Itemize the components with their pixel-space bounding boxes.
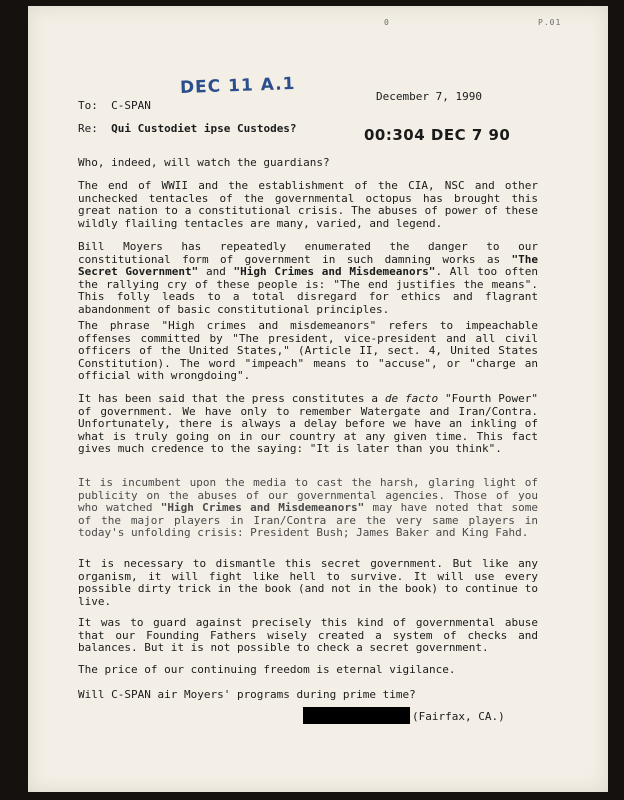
- to-label: To:: [78, 99, 98, 112]
- paragraph-4: The phrase "High crimes and misdemeanors" refers to impeachable offenses committed by "The president, vice-president and all civil officers of the United States," (Article II, sect. 4, United States Constitution). The word "impeach" means to "accuse", or "charge an official with wrongdoing".: [78, 319, 538, 383]
- paragraph-7: It is necessary to dismantle this secret government. But like any organism, it will fight like hell to survive. It will use every possible dirty trick in the book (and not in the book) to continue to live.: [78, 557, 538, 608]
- p6-text-a: It is incumbent upon the media to cast the harsh, glaring light of publicity on the abuses of our governmental agencies. Those of you who watched: [78, 476, 538, 515]
- paragraph-6: [78, 477, 538, 540]
- page-number: P.01: [538, 18, 562, 27]
- paragraph-10: Will C-SPAN air Moyers' programs during prime time?: [78, 688, 416, 701]
- paragraph-9: The price of our continuing freedom is eternal vigilance.: [78, 663, 456, 676]
- paragraph-8: It was to guard against precisely this kind of governmental abuse that our Founding Fathers wisely created a system of checks and balances. But it is not possible to check a secret government.: [78, 616, 538, 655]
- to-recipient: C-SPAN: [111, 99, 151, 112]
- p5-de-facto: de facto: [384, 392, 439, 405]
- paragraph-2: The end of WWII and the establishment of the CIA, NSC and other unchecked tentacles of the governmental octopus has brought this great nation to a constitutional crisis. The abuses of power of these wildly flailing tentacles are many, varied, and legend.: [78, 179, 538, 230]
- signature-location: (Fairfax, CA.): [412, 710, 505, 723]
- p3-text-e: . All too often the rallying cry of these people is: "The end justifies the means". This folly leads to a total disregard for ethics and flagrant abandonment of basic constitutional principles.: [78, 265, 538, 316]
- paragraph-5: [78, 393, 538, 456]
- p3-title-high-crimes: "High Crimes and Misdemeanors": [233, 265, 436, 279]
- redacted-signature: [303, 707, 410, 724]
- header-center-mark: 0: [384, 18, 390, 27]
- p6-title-high-crimes: "High Crimes and Misdemeanors": [160, 501, 365, 515]
- subject: Qui Custodiet ipse Custodes?: [111, 122, 297, 135]
- p3-title-secret-government: "The Secret Government": [78, 252, 538, 279]
- p5-text-c: "Fourth Power" of government. We have only to remember Watergate and Iran/Contra. Unfortunately, there is always a delay before we have an inkling of what is truly going on in our country at any given time. This fact gives much credence to the saying: "It is later than you think".: [78, 392, 538, 456]
- paragraph-3: [78, 241, 538, 317]
- p6-text-c: may have noted that some of the major players in Iran/Contra are the very same players in today's unfolding crisis: President Bush; James Baker and King Fahd.: [78, 501, 538, 540]
- to-line: [78, 99, 151, 112]
- p3-text-c: and: [198, 265, 234, 279]
- memo-date: December 7, 1990: [376, 90, 482, 103]
- reference-number-stamp: 00:304 DEC 7 90: [364, 126, 511, 144]
- p5-text-a: It has been said that the press constitutes a: [78, 392, 385, 405]
- re-label: Re:: [78, 122, 98, 135]
- paragraph-1: Who, indeed, will watch the guardians?: [78, 156, 330, 169]
- received-date-stamp: DEC 11 A.1: [179, 73, 296, 99]
- re-line: [78, 122, 297, 135]
- p3-text-a: Bill Moyers has repeatedly enumerated the danger to our constitutional form of government in such damning works as: [78, 240, 538, 266]
